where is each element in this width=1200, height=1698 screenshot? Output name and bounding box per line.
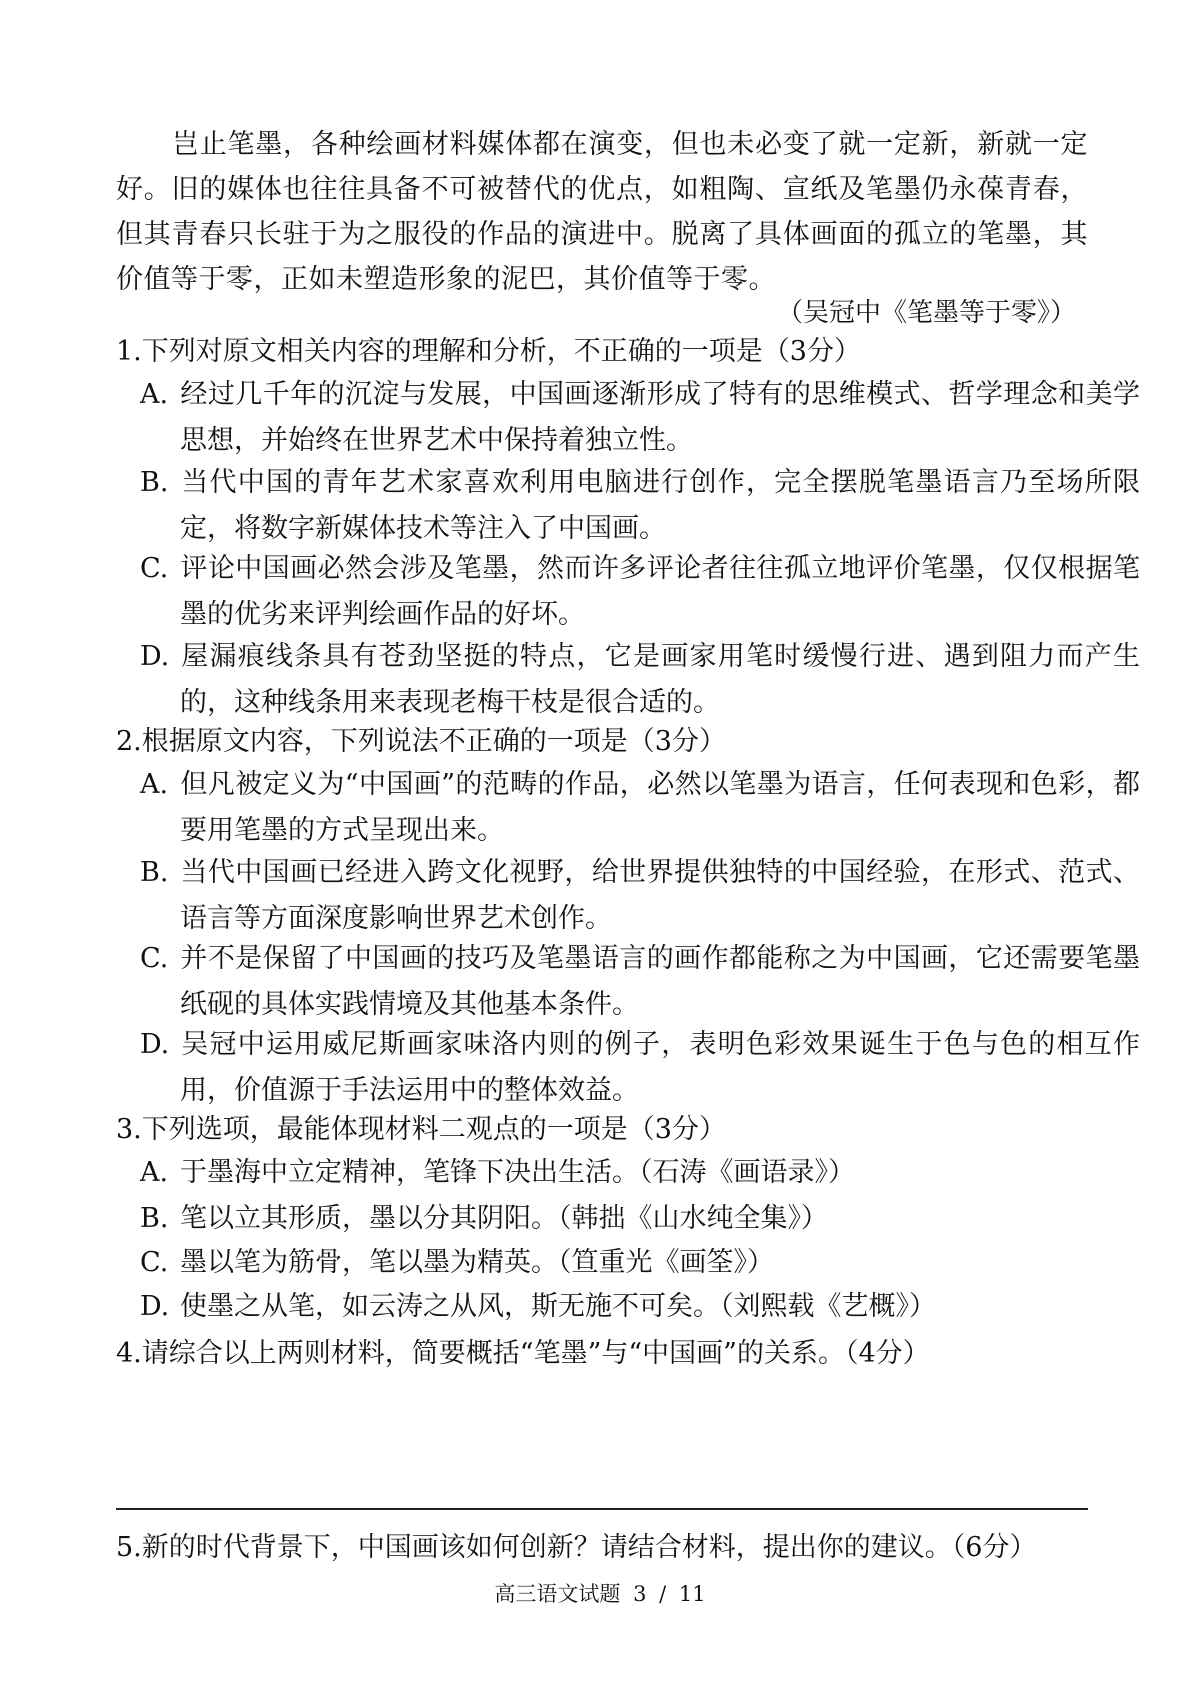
option-text: 笔以立其形质，墨以分其阴阳。（韩拙《山水纯全集》）	[180, 1203, 828, 1234]
page-total: 11	[678, 1582, 706, 1606]
option-text: 评论中国画必然会涉及笔墨，然而许多评论者往往孤立地评价笔墨，仅仅根据笔墨的优劣来评判绘画作品的好坏。	[180, 553, 1140, 630]
page-footer	[0, 1578, 1200, 1608]
question-5-stem: 5.新的时代背景下，中国画该如何创新？请结合材料，提出你的建议。（6分）	[116, 1532, 1037, 1563]
question-1-option-b	[140, 460, 1140, 552]
option-letter: C.	[140, 553, 169, 584]
question-3-option-a	[140, 1150, 1140, 1196]
option-text: 当代中国的青年艺术家喜欢利用电脑进行创作，完全摆脱笔墨语言乃至场所限定，将数字新媒体技术等注入了中国画。	[180, 467, 1140, 544]
option-text: 于墨海中立定精神，笔锋下决出生活。（石涛《画语录》）	[180, 1157, 855, 1188]
option-letter: B.	[140, 1203, 169, 1234]
question-2-option-b	[140, 850, 1140, 942]
option-text: 但凡被定义为“中国画”的范畴的作品，必然以笔墨为语言，任何表现和色彩，都要用笔墨的方式呈现出来。	[180, 769, 1140, 846]
option-text: 吴冠中运用威尼斯画家味洛内则的例子，表明色彩效果诞生于色与色的相互作用，价值源于手法运用中的整体效益。	[180, 1029, 1140, 1106]
option-letter: A.	[140, 1157, 169, 1188]
question-4-stem: 4.请综合以上两则材料，简要概括“笔墨”与“中国画”的关系。（4分）	[116, 1338, 930, 1369]
question-2-option-d	[140, 1022, 1140, 1114]
page-separator: /	[659, 1582, 667, 1606]
option-letter: D.	[140, 641, 170, 672]
question-2-option-c	[140, 936, 1140, 1028]
question-1-option-d	[140, 634, 1140, 726]
option-letter: A.	[140, 379, 169, 410]
question-3-stem: 3.下列选项，最能体现材料二观点的一项是（3分）	[116, 1114, 726, 1145]
option-letter: D.	[140, 1291, 170, 1322]
question-3-option-d	[140, 1284, 1140, 1330]
question-1-option-c	[140, 546, 1140, 638]
option-letter: B.	[140, 467, 169, 498]
answer-line[interactable]	[116, 1508, 1088, 1510]
question-1-stem: 1.下列对原文相关内容的理解和分析，不正确的一项是（3分）	[116, 336, 861, 367]
footer-title: 高三语文试题	[494, 1582, 621, 1606]
option-letter: B.	[140, 857, 169, 888]
option-text: 屋漏痕线条具有苍劲坚挺的特点，它是画家用笔时缓慢行进、遇到阻力而产生的，这种线条用来表现老梅干枝是很合适的。	[180, 641, 1140, 718]
question-2-stem: 2.根据原文内容，下列说法不正确的一项是（3分）	[116, 726, 726, 757]
question-2-option-a	[140, 762, 1140, 854]
option-text: 经过几千年的沉淀与发展，中国画逐渐形成了特有的思维模式、哲学理念和美学思想，并始终在世界艺术中保持着独立性。	[180, 379, 1140, 456]
option-text: 当代中国画已经进入跨文化视野，给世界提供独特的中国经验，在形式、范式、语言等方面深度影响世界艺术创作。	[180, 857, 1140, 934]
page-number: 3	[633, 1582, 647, 1606]
question-1-option-a	[140, 372, 1140, 464]
option-letter: D.	[140, 1029, 170, 1060]
question-3-option-b	[140, 1196, 1140, 1242]
passage-paragraph: 岂止笔墨，各种绘画材料媒体都在演变，但也未必变了就一定新，新就一定好。旧的媒体也往往具备不可被替代的优点，如粗陶、宣纸及笔墨仍永葆青春，但其青春只长驻于为之服役的作品的演进中。脱离了具体画面的孤立的笔墨，其价值等于零，正如未塑造形象的泥巴，其价值等于零。	[116, 129, 1088, 295]
option-text: 墨以笔为筋骨，笔以墨为精英。（笪重光《画筌》）	[180, 1247, 774, 1278]
question-3-option-c	[140, 1240, 1140, 1286]
option-text: 使墨之从笔，如云涛之从风，斯无施不可矣。（刘熙载《艺概》）	[180, 1291, 936, 1322]
option-letter: C.	[140, 943, 169, 974]
option-letter: C.	[140, 1247, 169, 1278]
option-text: 并不是保留了中国画的技巧及笔墨语言的画作都能称之为中国画，它还需要笔墨纸砚的具体实践情境及其他基本条件。	[180, 943, 1140, 1020]
passage-source: （吴冠中《笔墨等于零》）	[776, 298, 1076, 328]
option-letter: A.	[140, 769, 169, 800]
